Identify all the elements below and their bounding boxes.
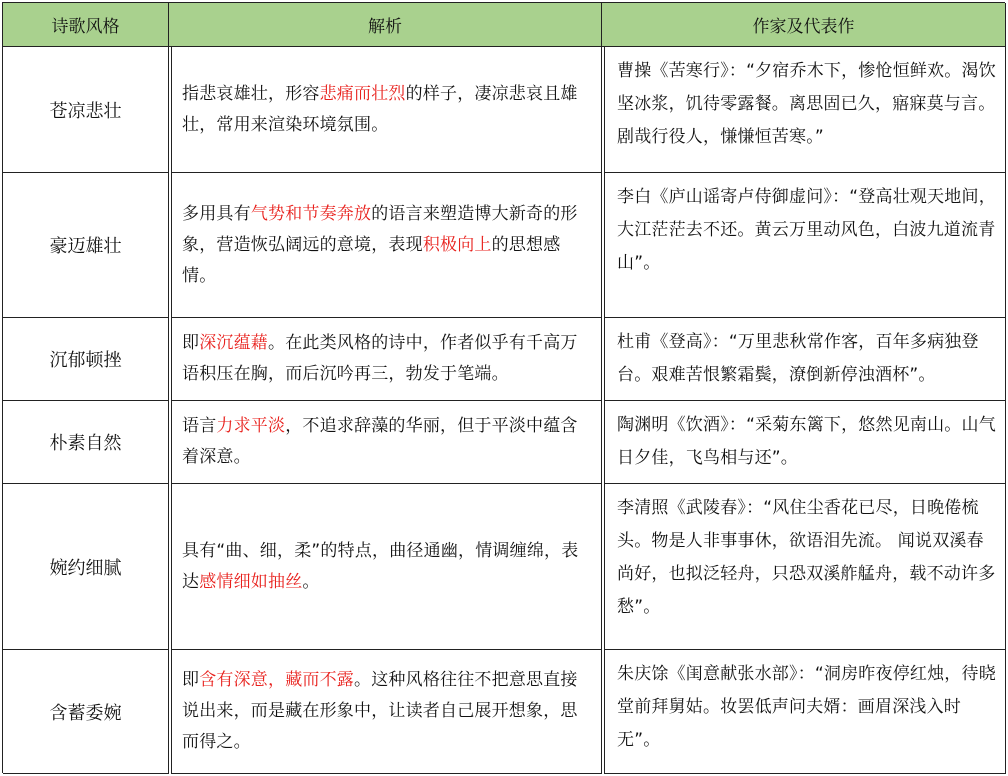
analysis-text: 。在此类风格的诗中，作者似乎有千高万语积压在胸，而后沉吟再三，勃发于笔端。 [182, 333, 578, 384]
header-style: 诗歌风格 [3, 3, 169, 47]
style-cell: 沉郁顿挫 [3, 318, 169, 401]
analysis-text: ，不追求辞藻的华丽，但于平淡中蕴含着深意。 [182, 416, 578, 467]
analysis-text: 指悲哀雄壮，形容 [182, 83, 320, 104]
works-cell: 李清照《武陵春》：“风住尘香花已尽，日晚倦梳头。物是人非事事休，欲语泪先流。 闻说双溪春尚好，也拟泛轻舟，只恐双溪舴艋舟，载不动许多愁”。 [604, 484, 1006, 650]
analysis-text: 的样子，凄凉悲哀且雄壮，常用来渲染环境氛围。 [182, 83, 578, 135]
analysis-cell [171, 318, 602, 401]
analysis-text: 语言 [182, 416, 217, 436]
analysis-cell [171, 47, 602, 173]
analysis-text: 即 [182, 333, 200, 353]
analysis-text: 。 [302, 571, 320, 592]
header-works: 作家及代表作 [602, 3, 1006, 47]
analysis-highlight: 力求平淡 [216, 416, 286, 436]
analysis-text: 多用具有 [182, 203, 251, 224]
analysis-highlight: 气势和节奏奔放 [250, 203, 372, 224]
style-cell: 朴素自然 [3, 401, 169, 484]
works-cell: 曹操《苦寒行》：“夕宿乔木下，惨怆恒鲜欢。渴饮坚冰浆，饥待零露餐。离思固已久，寤寐莫与言。剧哉行役人，慊慊恒苦寒。” [604, 47, 1006, 173]
analysis-text: 的语言来塑造博大新奇的形象，营造恢弘阔远的意境，表现 [182, 203, 578, 255]
style-cell: 婉约细腻 [3, 484, 169, 650]
works-cell: 朱庆馀《闺意献张水部》：“洞房昨夜停红烛，待晓堂前拜舅姑。妆罢低声问夫婿：画眉深浅入时无”。 [604, 650, 1006, 774]
style-cell: 豪迈雄壮 [3, 173, 169, 318]
works-cell: 李白《庐山谣寄卢侍御虚问》：“登高壮观天地间，大江茫茫去不还。黄云万里动风色，白波九道流青山”。 [604, 173, 1006, 318]
analysis-text: 。这种风格往往不把意思直接说出来，而是藏在形象中，让读者自己展开想象，思而得之。 [182, 670, 578, 752]
analysis-text: 即 [182, 670, 200, 690]
analysis-highlight: 悲痛而壮烈 [319, 83, 406, 104]
analysis-text: 的思想感情。 [182, 234, 561, 286]
analysis-highlight: 感情细如抽丝 [199, 571, 303, 592]
analysis-highlight: 积极向上 [422, 234, 492, 255]
analysis-cell [171, 173, 602, 318]
analysis-cell [171, 484, 602, 650]
poetry-style-table [2, 2, 1005, 773]
style-cell: 含蓄委婉 [3, 650, 169, 774]
analysis-highlight: 含有深意，藏而不露 [199, 670, 355, 690]
style-cell: 苍凉悲壮 [3, 47, 169, 173]
works-cell: 陶渊明《饮酒》：“采菊东篱下，悠然见南山。山气日夕佳，飞鸟相与还”。 [604, 401, 1006, 484]
analysis-text: 具有“曲、细，柔”的特点，曲径通幽，情调缠绵，表达 [182, 540, 579, 592]
analysis-cell [171, 401, 602, 484]
analysis-cell [171, 650, 602, 774]
header-analysis: 解析 [169, 3, 602, 47]
works-cell: 杜甫《登高》：“万里悲秋常作客，百年多病独登台。艰难苦恨繁霜鬓，潦倒新停浊酒杯”。 [604, 318, 1006, 401]
analysis-highlight: 深沉蕴藉 [199, 333, 269, 353]
